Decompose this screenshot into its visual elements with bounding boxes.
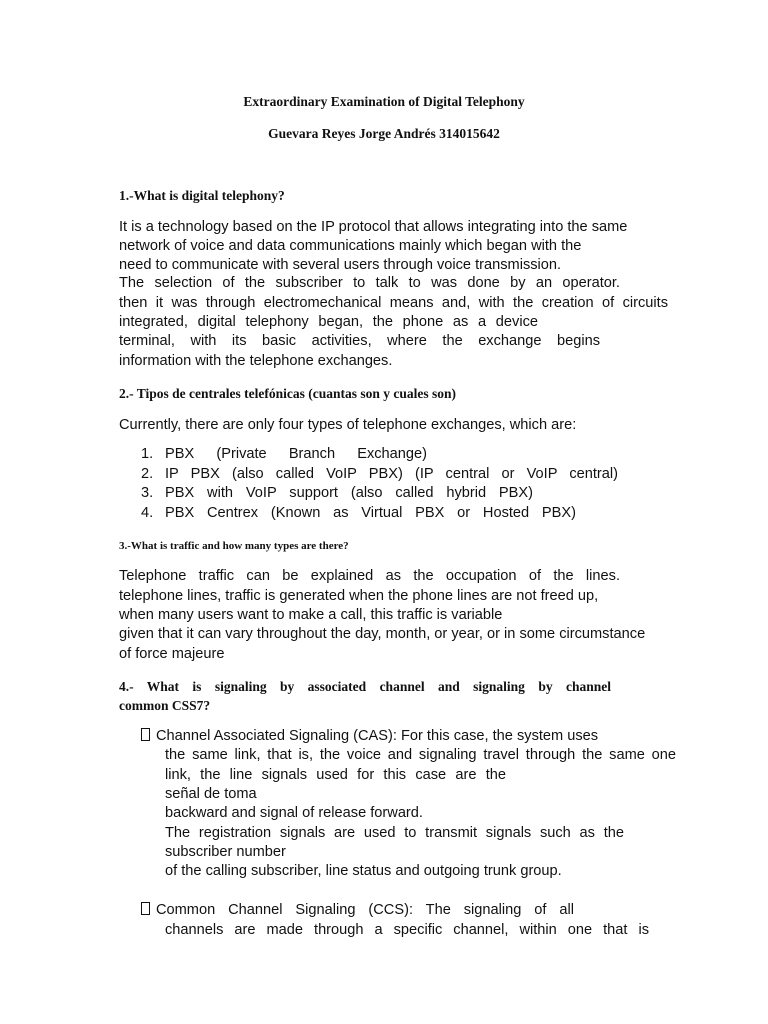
author-line: Guevara Reyes Jorge Andrés 314015642	[268, 126, 500, 141]
checkbox-bullet-icon	[141, 728, 150, 741]
cas-bullet	[141, 728, 598, 744]
q3-line: when many users want to make a call, this traffic is variable	[119, 607, 503, 623]
cas-line: subscriber number	[165, 844, 286, 860]
ccs-line: channels are made through a specific channel, within one that is	[165, 922, 649, 938]
ccs-first-line: Common Channel Signaling (CCS): The signaling of all	[156, 902, 574, 918]
list-number: 1.	[141, 446, 154, 462]
q3-line: Telephone traffic can be explained as the occupation of the lines.	[119, 568, 620, 584]
q3-line: telephone lines, traffic is generated when the phone lines are not freed up,	[119, 588, 599, 604]
q1-line: need to communicate with several users through voice transmission.	[119, 257, 562, 273]
question-4-heading: 4.- What is signaling by associated channel and signaling by channel	[119, 679, 611, 694]
cas-line: the same link, that is, the voice and signaling travel through the same one	[165, 747, 676, 763]
cas-line: señal de toma	[165, 786, 257, 802]
cas-line: of the calling subscriber, line status and outgoing trunk group.	[165, 863, 562, 879]
list-number: 3.	[141, 485, 154, 501]
q2-intro: Currently, there are only four types of telephone exchanges, which are:	[119, 417, 577, 433]
question-4-heading-continued: common CSS7?	[119, 698, 211, 713]
q1-line: information with the telephone exchanges.	[119, 353, 393, 369]
q3-line: given that it can vary throughout the day, month, or year, or in some circumstance	[119, 626, 646, 642]
q1-line: The selection of the subscriber to talk to was done by an operator.	[119, 275, 620, 291]
q1-line: It is a technology based on the IP protocol that allows integrating into the same	[119, 219, 628, 235]
list-item	[141, 505, 576, 521]
q1-line: then it was through electromechanical means and, with the creation of circuits	[119, 295, 668, 311]
list-item	[141, 485, 533, 501]
q1-line: network of voice and data communications mainly which began with the	[119, 238, 582, 254]
document-title: Extraordinary Examination of Digital Telephony	[243, 94, 525, 109]
cas-line: The registration signals are used to transmit signals such as the	[165, 825, 624, 841]
q1-line: integrated, digital telephony began, the phone as a device	[119, 314, 538, 330]
question-3-heading: 3.-What is traffic and how many types are there?	[119, 540, 349, 552]
q3-line: of force majeure	[119, 646, 225, 662]
list-number: 4.	[141, 505, 154, 521]
list-text: PBX (Private Branch Exchange)	[165, 446, 427, 462]
cas-line: backward and signal of release forward.	[165, 805, 423, 821]
checkbox-bullet-icon	[141, 902, 150, 915]
list-text: IP PBX (also called VoIP PBX) (IP central or VoIP central)	[165, 466, 618, 482]
question-2-heading: 2.- Tipos de centrales telefónicas (cuantas son y cuales son)	[119, 386, 456, 401]
list-text: PBX Centrex (Known as Virtual PBX or Hosted PBX)	[165, 505, 576, 521]
cas-line: link, the line signals used for this case are the	[165, 767, 506, 783]
list-item	[141, 446, 427, 462]
question-1-heading: 1.-What is digital telephony?	[119, 188, 285, 203]
list-number: 2.	[141, 466, 154, 482]
q1-line: terminal, with its basic activities, where the exchange begins	[119, 333, 600, 349]
list-item	[141, 466, 618, 482]
ccs-bullet	[141, 902, 574, 918]
list-text: PBX with VoIP support (also called hybrid PBX)	[165, 485, 533, 501]
cas-first-line: Channel Associated Signaling (CAS): For this case, the system uses	[156, 728, 599, 744]
